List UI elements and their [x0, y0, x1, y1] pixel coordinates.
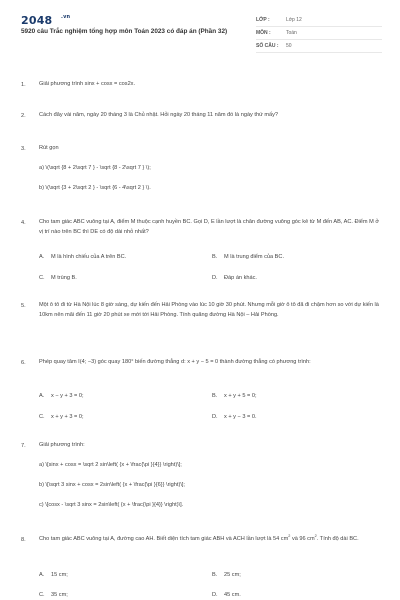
option-key: A.: [39, 572, 45, 578]
option-text: M là trung điểm của BC.: [224, 254, 285, 260]
answer-option[interactable]: [212, 275, 257, 281]
option-key: C.: [39, 592, 45, 598]
question-number: 5.: [21, 303, 26, 309]
question-subpart: b) \(\sqrt {3 + 2\sqrt 2 } - \sqrt {6 - 4\sqrt 2 } \).: [39, 185, 151, 191]
option-key: A.: [39, 254, 45, 260]
question-number: 6.: [21, 360, 26, 366]
option-text: M trùng B.: [51, 275, 77, 281]
answer-option[interactable]: [39, 414, 84, 420]
document-title: 5920 câu Trắc nghiệm tổng hợp môn Toán 2023 có đáp án (Phần 32): [21, 28, 228, 35]
question-text: Giải phương trình sinx + cosx = cos2x.: [39, 81, 136, 87]
question-text-part: và 96 cm: [290, 536, 315, 542]
option-key: D.: [212, 414, 218, 420]
question-text: Phép quay tâm I(4; −3) góc quay 180° biến đường thẳng d: x + y − 5 = 0 thành đường thẳng có phương trình:: [39, 359, 311, 365]
meta-grade-value: Lớp 12: [286, 17, 302, 23]
question-text: Cách đây vài năm, ngày 20 tháng 3 là Chủ nhật. Hỏi ngày 20 tháng 11 năm đó là ngày thứ mấy?: [39, 112, 279, 118]
answer-option[interactable]: [212, 572, 241, 578]
answer-option[interactable]: [39, 393, 84, 399]
question-text: [39, 535, 379, 545]
option-text: 15 cm;: [51, 572, 68, 578]
option-text: 25 cm;: [224, 572, 241, 578]
option-key: D.: [212, 275, 218, 281]
answer-option[interactable]: [39, 275, 77, 281]
answer-option[interactable]: [39, 572, 68, 578]
question-subpart: c) \[cosx - \sqrt 3 sinx = 2sin\left( {x + \frac{\pi }{4}} \right)\].: [39, 502, 184, 508]
option-text: x + y + 5 = 0;: [224, 393, 257, 399]
question-subpart: b) \[\sqrt 3 sinx + cosx = 2sin\left( {x + \frac{\pi }{6}} \right)\];: [39, 482, 185, 488]
option-key: A.: [39, 393, 45, 399]
option-text: Đáp án khác.: [224, 275, 257, 281]
answer-option[interactable]: [39, 254, 126, 260]
question-text: Giải phương trình:: [39, 442, 85, 448]
superscript: 2: [314, 534, 317, 539]
question-number: 3.: [21, 146, 26, 152]
question-text: Cho tam giác ABC vuông tại A, điểm M thuộc cạnh huyền BC. Gọi D, E lần lượt là chân đường vuông góc kẻ từ M đến AB, AC. Điểm M ở vị trí nào trên BC thì DE có độ dài nhỏ nhất?: [39, 219, 380, 235]
option-text: x − y + 3 = 0;: [51, 393, 84, 399]
option-text: x + y − 3 = 0.: [224, 414, 257, 420]
question-number: 7.: [21, 443, 26, 449]
question-subpart: a) \[sinx + cosx = \sqrt 2 sin\left( {x + \frac{\pi }{4}} \right)\];: [39, 462, 182, 468]
question-number: 4.: [21, 220, 26, 226]
option-key: D.: [212, 592, 218, 598]
logo-domain: .vn: [61, 14, 71, 20]
question-text-part: . Tính độ dài BC.: [316, 536, 359, 542]
option-key: B.: [212, 572, 218, 578]
option-text: M là hình chiếu của A trên BC.: [51, 254, 127, 260]
question-number: 2.: [21, 113, 26, 119]
meta-count-label: SỐ CÂU :: [256, 43, 279, 49]
question-subpart: a) \(\sqrt {8 + 2\sqrt 7 } - \sqrt {8 - 2\sqrt 7 } \);: [39, 165, 151, 171]
question-text: Rút gọn: [39, 145, 59, 151]
option-key: B.: [212, 393, 218, 399]
meta-count-value: 50: [286, 43, 292, 49]
option-text: x + y + 3 = 0;: [51, 414, 84, 420]
option-key: C.: [39, 275, 45, 281]
meta-subject-value: Toán: [286, 30, 297, 36]
question-text-part: Cho tam giác ABC vuông tại A, đường cao AH. Biết diện tích tam giác ABH và ACH lần lượt là 54 cm: [39, 536, 289, 542]
option-text: 45 cm.: [224, 592, 241, 598]
answer-option[interactable]: [212, 393, 257, 399]
option-text: 35 cm;: [51, 592, 68, 598]
question-text: Một ô tô đi từ Hà Nội lúc 8 giờ sáng, dự kiến đến Hải Phòng vào lúc 10 giờ 30 phút. Nhưng mỗi giờ ô tô đã đi chậm hơn so với dự kiến là 10km nên mãi đến 11 giờ 20 phút xe mới tới Hải Phòng. Tính quãng đường Hà Nội – Hải Phòng.: [39, 302, 379, 318]
meta-grade-label: LỚP :: [256, 17, 270, 23]
question-number: 1.: [21, 82, 26, 88]
answer-option[interactable]: [212, 414, 257, 420]
option-key: C.: [39, 414, 45, 420]
superscript: 2: [288, 534, 291, 539]
logo-text: 2048: [21, 14, 53, 27]
meta-subject-label: MÔN :: [256, 30, 271, 36]
answer-option[interactable]: [39, 592, 68, 598]
answer-option[interactable]: [212, 254, 284, 260]
answer-option[interactable]: [212, 592, 241, 598]
question-number: 8.: [21, 537, 26, 543]
option-key: B.: [212, 254, 218, 260]
